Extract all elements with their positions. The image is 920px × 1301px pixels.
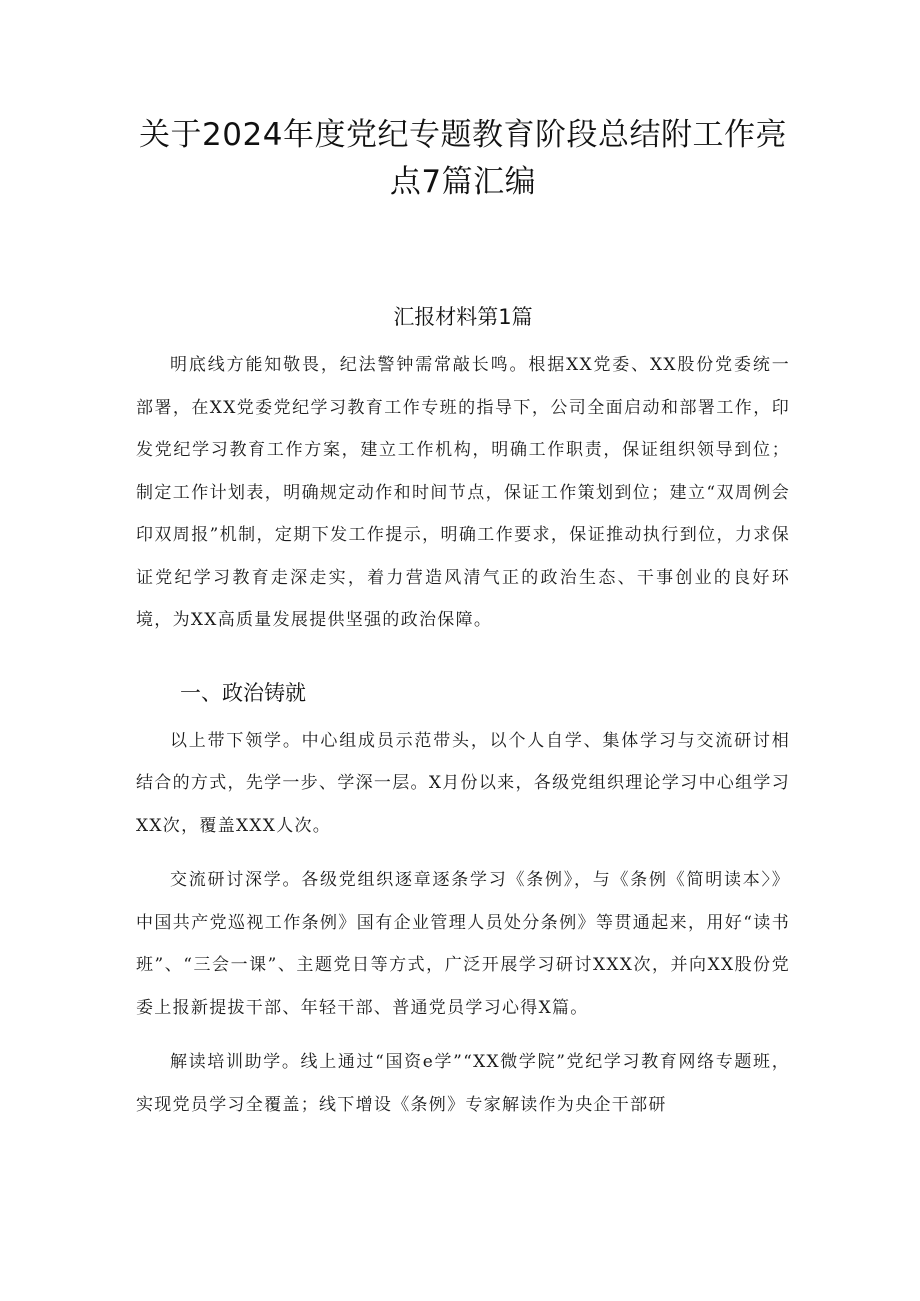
document-title: 关于2024年度党纪专题教育阶段总结附工作亮点7篇汇编 [139,117,787,200]
paragraph-intro: 明底线方能知敬畏，纪法警钟需常敲长鸣。根据XX党委、XX股份党委统一部署，在XX党委党纪学习教育工作专班的指导下，公司全面启动和部署工作，印发党纪学习教育工作方案，建立工作机构，明确工作职责，保证组织领导到位；制定工作计划表，明确规定动作和时间节点，保证工作策划到位；建立“双周例会印双周报”机制，定期下发工作提示，明确工作要求，保证推动执行到位，力求保证党纪学习教育走深走实，着力营造风清气正的政治生态、干事创业的良好环境，为XX高质量发展提供坚强的政治保障。 [136,355,790,630]
paragraph-body-1: 以上带下领学。中心组成员示范带头，以个人自学、集体学习与交流研讨相结合的方式，先学一步、学深一层。X月份以来，各级党组织理论学习中心组学习XX次，覆盖XXX人次。 [136,730,790,836]
paragraph-body-3: 解读培训助学。线上通过“国资e学”“XX微学院”党纪学习教育网络专题班，实现党员学习全覆盖；线下增设《条例》专家解读作为央企干部研 [136,1052,790,1115]
section-title: 汇报材料第1篇 [393,305,533,329]
heading-political: 一、政治铸就 [180,680,306,705]
paragraph-body-2: 交流研讨深学。各级党组织逐章逐条学习《条例》，与《条例《简明读本〉》中国共产党巡视工作条例》国有企业管理人员处分条例》等贯通起来，用好“读书班”、“三会一课”、主题党日等方式，广泛开展学习研讨XXX次，并向XX股份党委上报新提拔干部、年轻干部、普通党员学习心得X篇。 [136,870,790,1018]
